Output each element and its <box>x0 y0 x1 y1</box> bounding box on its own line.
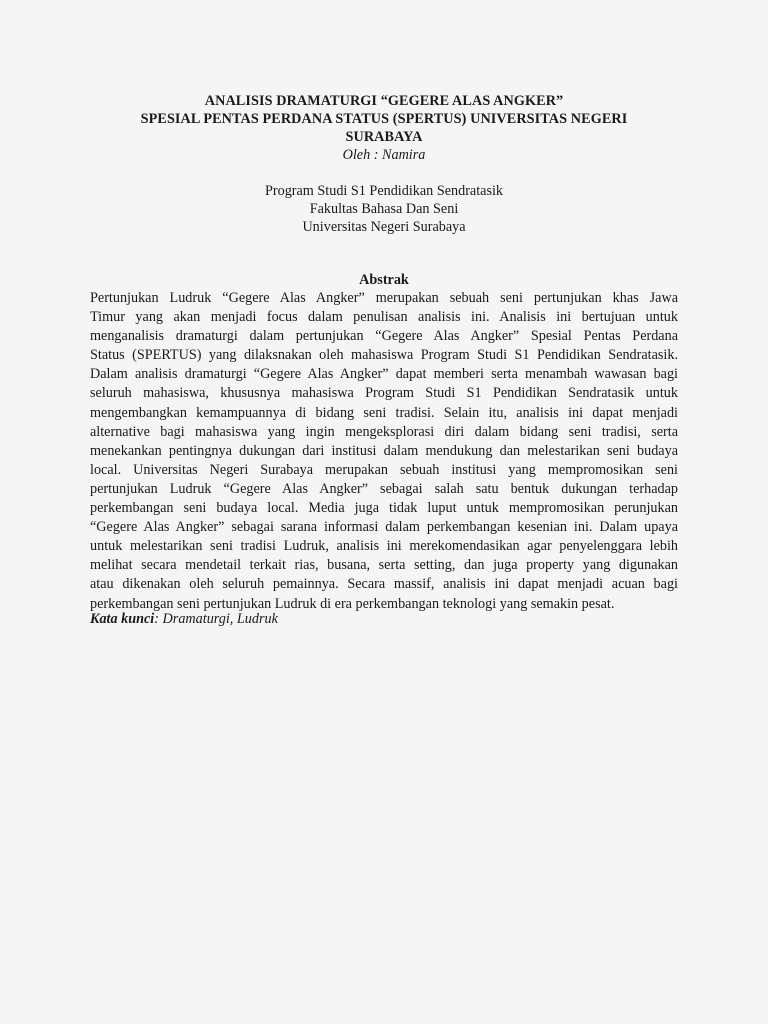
abstract-line: alternative bagi mahasiswa yang ingin mengeksplorasi diri dalam bidang seni tradisi, serta <box>90 423 678 440</box>
abstract-line: atau dikenakan oleh seluruh pemainnya. Secara massif, analisis ini dapat menjadi acuan bagi <box>90 576 678 593</box>
abstract-line: seluruh mahasiswa, khususnya mahasiswa Program Studi S1 Pendidikan Sendratasik untuk <box>90 385 678 402</box>
abstract-line: untuk melestarikan seni tradisi Ludruk, analisis ini merekomendasikan agar penyelenggara lebih <box>90 538 678 555</box>
keywords-separator: : <box>154 611 163 627</box>
keywords-label: Kata kunci <box>90 611 155 627</box>
university: Universitas Negeri Surabaya <box>302 219 466 235</box>
title-block <box>100 92 668 164</box>
abstract-line: Pertunjukan Ludruk “Gegere Alas Angker” merupakan sebuah seni pertunjukan khas Jawa <box>90 290 678 306</box>
title-line-1: ANALISIS DRAMATURGI “GEGERE ALAS ANGKER” <box>204 93 564 109</box>
abstract-line: Dalam analisis dramaturgi “Gegere Alas Angker” dapat memberi serta menambah wawasan bagi <box>90 366 678 383</box>
keywords <box>90 610 278 629</box>
abstract-line: Status (SPERTUS) yang dilaksnakan oleh mahasiswa Program Studi S1 Pendidikan Sendratasik. <box>90 347 678 364</box>
abstract-line: menganalisis dramaturgi dalam pertunjukan “Gegere Alas Angker” Spesial Pentas Perdana <box>90 328 678 345</box>
abstract-line: pertunjukan Ludruk “Gegere Alas Angker” sebagai salah satu bentuk dukungan terhadap <box>90 480 678 497</box>
author-line: Oleh : Namira <box>342 147 426 163</box>
abstract-line-last: perkembangan seni pertunjukan Ludruk di era perkembangan teknologi yang semakin pesat. <box>90 595 615 612</box>
abstract-line: “Gegere Alas Angker” sebagai sarana informasi dalam perkembangan kesenian ini. Dalam upaya <box>90 519 678 536</box>
abstract-line: perkembangan seni budaya local. Media juga tidak luput untuk mempromosikan perunjukan <box>90 500 678 517</box>
title-line-2: SPESIAL PENTAS PERDANA STATUS (SPERTUS) UNIVERSITAS NEGERI <box>140 111 628 127</box>
abstract-line: Timur yang akan menjadi focus dalam penulisan analisis ini. Analisis ini bertujuan untuk <box>90 309 678 326</box>
study-program: Program Studi S1 Pendidikan Sendratasik <box>264 183 504 199</box>
title-line-3: SURABAYA <box>345 129 423 145</box>
abstract-line: mengembangkan kemampuannya di bidang seni tradisi. Selain itu, analisis ini dapat menjadi <box>90 404 678 421</box>
abstract-body <box>90 289 678 614</box>
keywords-values: Dramaturgi, Ludruk <box>162 611 278 627</box>
abstract-line: menekankan pentingnya dukungan dari institusi dalam mendukung dan melestarikan seni budaya <box>90 442 678 459</box>
abstract-heading: Abstrak <box>359 272 409 288</box>
abstract-line: local. Universitas Negeri Surabaya merupakan sebuah institusi yang mempromosikan seni <box>90 461 678 478</box>
abstract-line: melihat secara mendetail terkait rias, busana, serta setting, dan juga property yang digunakan <box>90 557 678 574</box>
affiliation-block <box>100 182 668 236</box>
faculty: Fakultas Bahasa Dan Seni <box>309 201 459 217</box>
